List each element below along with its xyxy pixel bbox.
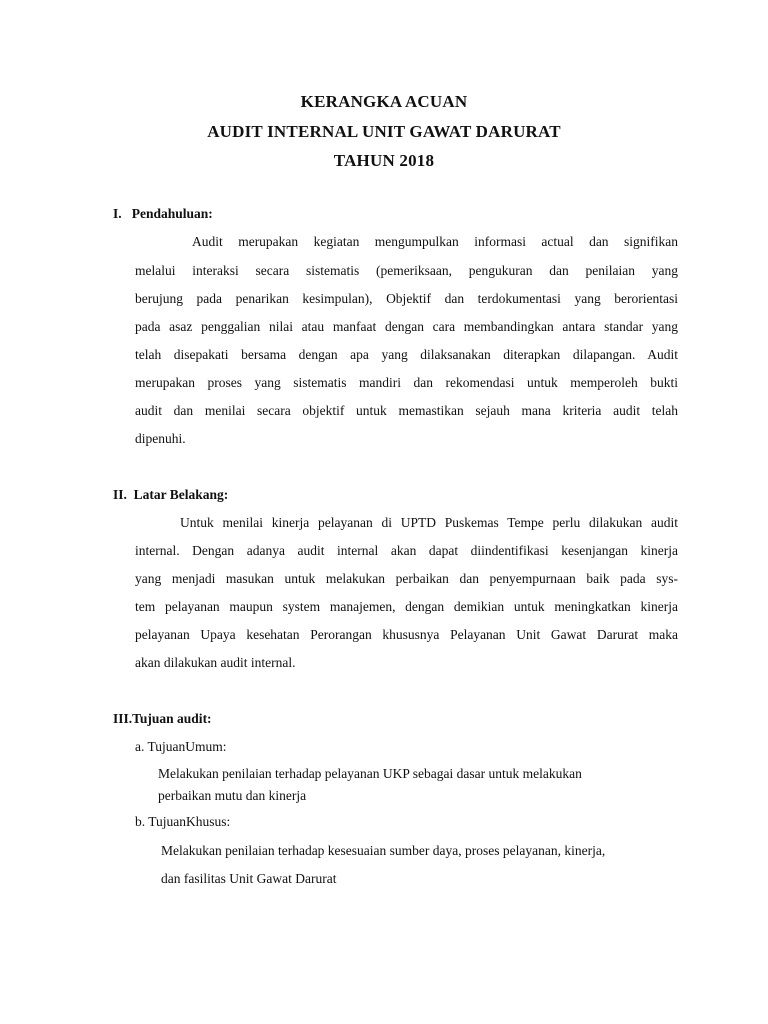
paragraph-line: dan fasilitas Unit Gawat Darurat — [161, 871, 337, 886]
paragraph-line: yang menjadi masukan untuk melakukan perbaikan dan penyempurnaan baik pada sys- — [135, 571, 678, 586]
document-title-line-1: KERANGKA ACUAN — [300, 92, 468, 111]
paragraph-line: melalui interaksi secara sistematis (pemeriksaan, pengukuran dan penilaian yang — [135, 263, 678, 278]
paragraph-line: telah disepakati bersama dengan apa yang dilaksanakan diterapkan dilapangan. Audit — [135, 347, 678, 362]
paragraph-line: merupakan proses yang sistematis mandiri dan rekomendasi untuk memperoleh bukti — [135, 375, 678, 390]
section-heading-pendahuluan: I. Pendahuluan: — [113, 206, 213, 221]
paragraph-line: Melakukan penilaian terhadap kesesuaian sumber daya, proses pelayanan, kinerja, — [161, 843, 606, 858]
subheading-tujuan-khusus: b. TujuanKhusus: — [135, 814, 231, 829]
paragraph-line: perbaikan mutu dan kinerja — [158, 788, 307, 803]
paragraph-line: audit dan menilai secara objektif untuk memastikan sejauh mana kriteria audit telah — [135, 403, 678, 418]
paragraph-line: Audit merupakan kegiatan mengumpulkan informasi actual dan signifikan — [192, 234, 678, 249]
paragraph-line: dipenuhi. — [135, 431, 186, 446]
document-title-line-3: TAHUN 2018 — [333, 151, 435, 170]
paragraph-line: berujung pada penarikan kesimpulan), Objektif dan terdokumentasi yang berorientasi — [135, 291, 678, 306]
paragraph-line: Melakukan penilaian terhadap pelayanan UKP sebagai dasar untuk melakukan — [158, 766, 582, 781]
paragraph-line: internal. Dengan adanya audit internal akan dapat diindentifikasi kesenjangan kinerja — [135, 543, 678, 558]
section-heading-latar-belakang: II. Latar Belakang: — [113, 487, 229, 502]
paragraph-line: pada asaz penggalian nilai atau manfaat dengan cara membandingkan antara standar yang — [135, 319, 678, 334]
paragraph-line: akan dilakukan audit internal. — [135, 655, 296, 670]
paragraph-line: tem pelayanan maupun system manajemen, dengan demikian untuk meningkatkan kinerja — [135, 599, 678, 614]
document-title-line-2: AUDIT INTERNAL UNIT GAWAT DARURAT — [207, 122, 561, 141]
section-heading-tujuan-audit: III.Tujuan audit: — [113, 711, 212, 726]
paragraph-line: Untuk menilai kinerja pelayanan di UPTD Puskemas Tempe perlu dilakukan audit — [180, 515, 678, 530]
subheading-tujuan-umum: a. TujuanUmum: — [135, 739, 227, 754]
paragraph-line: pelayanan Upaya kesehatan Perorangan khususnya Pelayanan Unit Gawat Darurat maka — [135, 627, 678, 642]
